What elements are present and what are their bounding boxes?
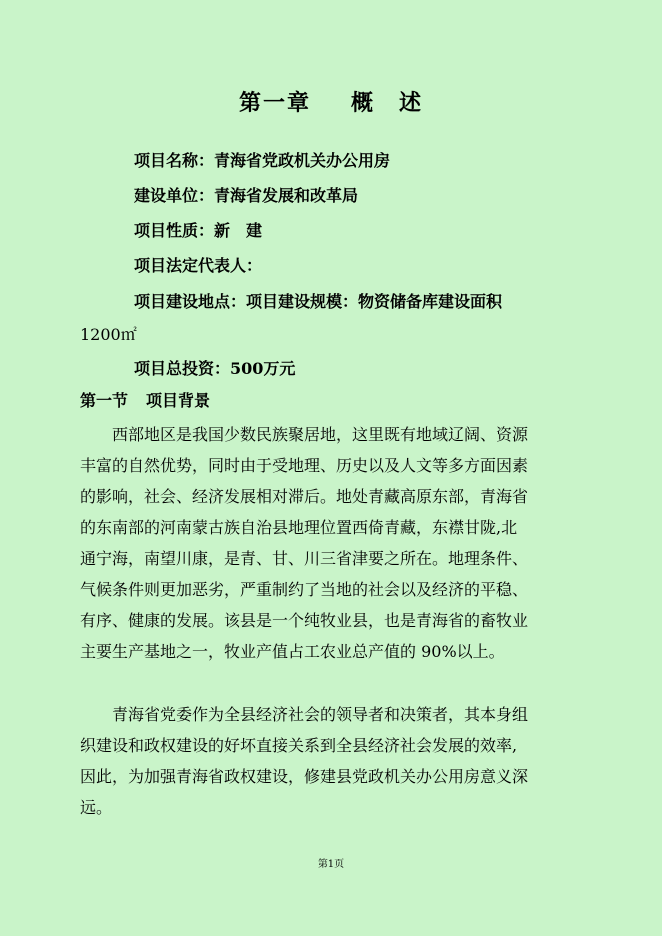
- project-name-field: [134, 148, 390, 171]
- total-investment-label: 项目总投资：: [134, 359, 231, 378]
- chapter-name: 概 述: [351, 90, 424, 116]
- construction-unit-value: 青海省发展和改革局: [214, 186, 359, 205]
- section-number: 第一节: [80, 391, 129, 410]
- legal-representative-field: [134, 253, 262, 276]
- paragraph-background: [80, 419, 580, 667]
- paragraph-line: 织建设和政权建设的好坏直接关系到全县经济社会发展的效率,: [80, 736, 518, 755]
- total-investment-value: 500万元: [230, 359, 296, 378]
- paragraph-line: 的东南部的河南蒙古族自治县地理位置西倚青藏，东襟甘陇,北: [80, 518, 518, 537]
- paragraph-line: 因此，为加强青海省政权建设，修建县党政机关办公用房意义深: [80, 767, 529, 786]
- location-scale-field: [134, 289, 502, 312]
- project-name-label: 项目名称：: [134, 151, 215, 170]
- section-name: 项目背景: [146, 391, 211, 410]
- paragraph-line: 主要生产基地之一，牧业产值占工农业总产值的 90%以上。: [80, 642, 505, 661]
- chapter-number: 第一章: [238, 90, 311, 116]
- paragraph-line: 青海省党委作为全县经济社会的领导者和决策者，其本身组: [80, 705, 529, 724]
- total-investment-field: [134, 356, 295, 379]
- project-nature-label: 项目性质：: [134, 221, 215, 240]
- paragraph-line: 的影响，社会、经济发展相对滞后。地处青藏高原东部，青海省: [80, 487, 529, 506]
- page-number: 第1页: [317, 859, 345, 870]
- paragraph-line: 西部地区是我国少数民族聚居地，这里既有地域辽阔、资源: [80, 425, 529, 444]
- paragraph-line: 有序、健康的发展。该县是一个纯牧业县，也是青海省的畜牧业: [80, 611, 529, 630]
- construction-unit-label: 建设单位：: [134, 186, 215, 205]
- construction-unit-field: [134, 183, 358, 206]
- project-name-value: 青海省党政机关办公用房: [214, 151, 391, 170]
- project-nature-field: [134, 218, 262, 241]
- chapter-title: [0, 86, 662, 117]
- legal-representative-label: 项目法定代表人：: [134, 256, 263, 275]
- paragraph-line: 丰富的自然优势，同时由于受地理、历史以及人文等多方面因素: [80, 456, 529, 475]
- location-scale-continuation: 1200㎡: [80, 325, 137, 344]
- paragraph-significance: [80, 699, 580, 823]
- paragraph-line: 通宁海，南望川康，是青、甘、川三省津要之所在。地理条件、: [80, 549, 529, 568]
- location-scale-text: 项目建设地点：项目建设规模：物资储备库建设面积: [134, 292, 503, 311]
- project-nature-value: 新 建: [214, 221, 263, 240]
- paragraph-line: 远。: [80, 798, 113, 817]
- paragraph-line: 气候条件则更加恶劣，严重制约了当地的社会以及经济的平稳、: [80, 580, 529, 599]
- section-title: [80, 388, 210, 411]
